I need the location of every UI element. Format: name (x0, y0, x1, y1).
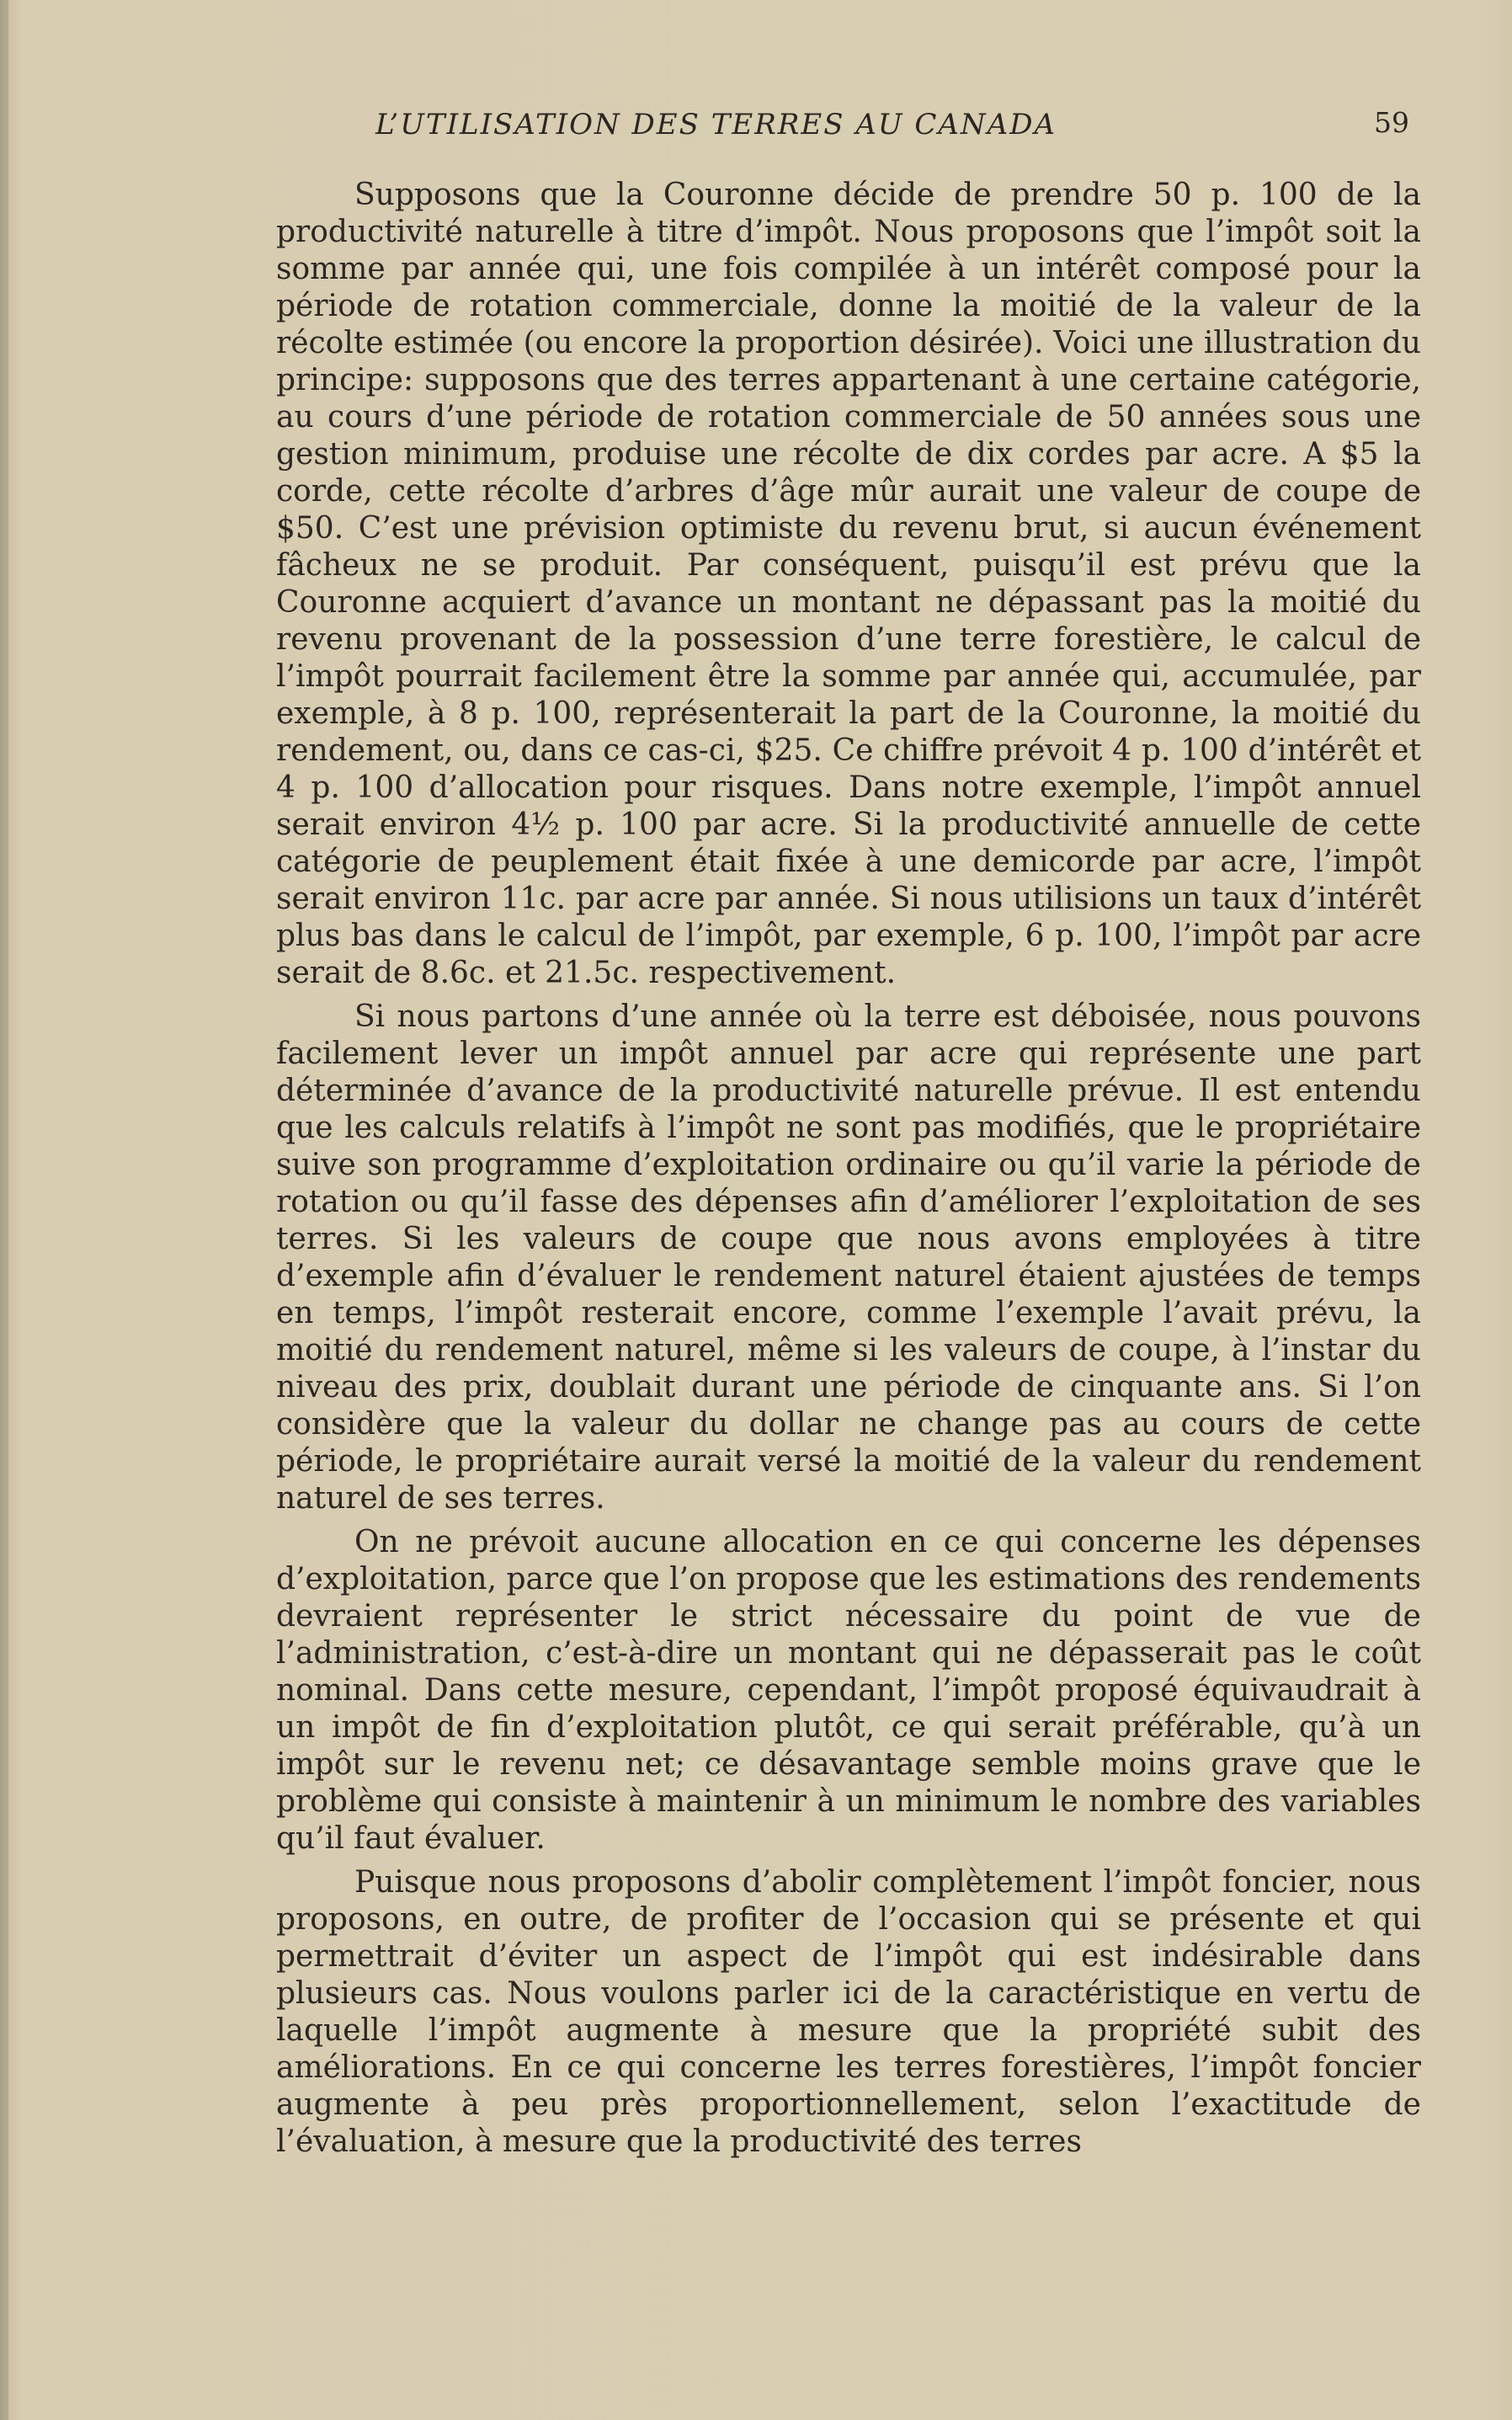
page-binding-edge (0, 0, 8, 2420)
paragraph: Si nous partons d’une année où la terre est déboisée, nous pouvons facilement lever un impôt annuel par acre qui représente une part déterminée d’avance de la productivité naturelle prévue. Il est entendu que les calculs relatifs à l’impôt ne sont pas modifiés, que le propriétaire suive son programme d’exploitation ordinaire ou qu’il varie la période de rotation ou qu’il fasse des dépenses afin d’améliorer l’exploitation de ses terres. Si les valeurs de coupe que nous avons employées à titre d’exemple afin d’évaluer le rendement naturel étaient ajustées de temps en temps, l’impôt resterait encore, comme l’exemple l’avait prévu, la moitié du rendement naturel, même si les valeurs de coupe, à l’instar du niveau des prix, doublait durant une période de cinquante ans. Si l’on considère que la valeur du dollar ne change pas au cours de cette période, le propriétaire aurait versé la moitié de la valeur du rendement naturel de ses terres. (276, 999, 1421, 1516)
page-number: 59 (1374, 106, 1409, 139)
paragraph: Puisque nous proposons d’abolir complètement l’impôt foncier, nous proposons, en outre, de profiter de l’occasion qui se présente et qui permettrait d’éviter un aspect de l’impôt qui est indésirable dans plusieurs cas. Nous voulons parler ici de la caractéristique en vertu de laquelle l’impôt augmente à mesure que la propriété subit des améliorations. En ce qui concerne les terres forestières, l’impôt foncier augmente à peu près proportionnellement, selon l’exactitude de l’évaluation, à mesure que la productivité des terres (276, 1865, 1421, 2159)
paragraph: On ne prévoit aucune allocation en ce qui concerne les dépenses d’exploitation, parce que l’on propose que les estimations des rendements devraient représenter le strict nécessaire du point de vue de l’administration, c’est-à-dire un montant qui ne dépasserait pas le coût nominal. Dans cette mesure, cependant, l’impôt proposé équivaudrait à un impôt de fin d’exploitation plutôt, ce qui serait préférable, qu’à un impôt sur le revenu net; ce désavantage semble moins grave que le problème qui consiste à maintenir à un minimum le nombre des variables qu’il faut évaluer. (276, 1525, 1421, 1856)
body-text (276, 177, 1421, 2161)
running-title: L’UTILISATION DES TERRES AU CANADA (375, 108, 1057, 141)
paragraph: Supposons que la Couronne décide de prendre 50 p. 100 de la productivité naturelle à titre d’impôt. Nous proposons que l’impôt soit la somme par année qui, une fois compilée à un intérêt composé pour la période de rotation commerciale, donne la moitié de la valeur de la récolte estimée (ou encore la proportion désirée). Voici une illustration du principe: supposons que des terres appartenant à une certaine catégorie, au cours d’une période de rotation commerciale de 50 années sous une gestion minimum, produise une récolte de dix cordes par acre. A $5 la corde, cette récolte d’arbres d’âge mûr aurait une valeur de coupe de $50. C’est une prévision optimiste du revenu brut, si aucun événement fâcheux ne se produit. Par conséquent, puisqu’il est prévu que la Couronne acquiert d’avance un montant ne dépassant pas la moitié du revenu provenant de la possession d’une terre forestière, le calcul de l’impôt pourrait facilement être la somme par année qui, accumulée, par exemple, à 8 p. 100, représenterait la part de la Couronne, la moitié du rendement, ou, dans ce cas-ci, $25. Ce chiffre prévoit 4 p. 100 d’intérêt et 4 p. 100 d’allocation pour risques. Dans notre exemple, l’impôt annuel serait environ 4½ p. 100 par acre. Si la productivité annuelle de cette catégorie de peuplement était fixée à une demicorde par acre, l’impôt serait environ 11c. par acre par année. Si nous utilisions un taux d’intérêt plus bas dans le calcul de l’impôt, par exemple, 6 p. 100, l’impôt par acre serait de 8.6c. et 21.5c. respectivement. (276, 178, 1421, 990)
